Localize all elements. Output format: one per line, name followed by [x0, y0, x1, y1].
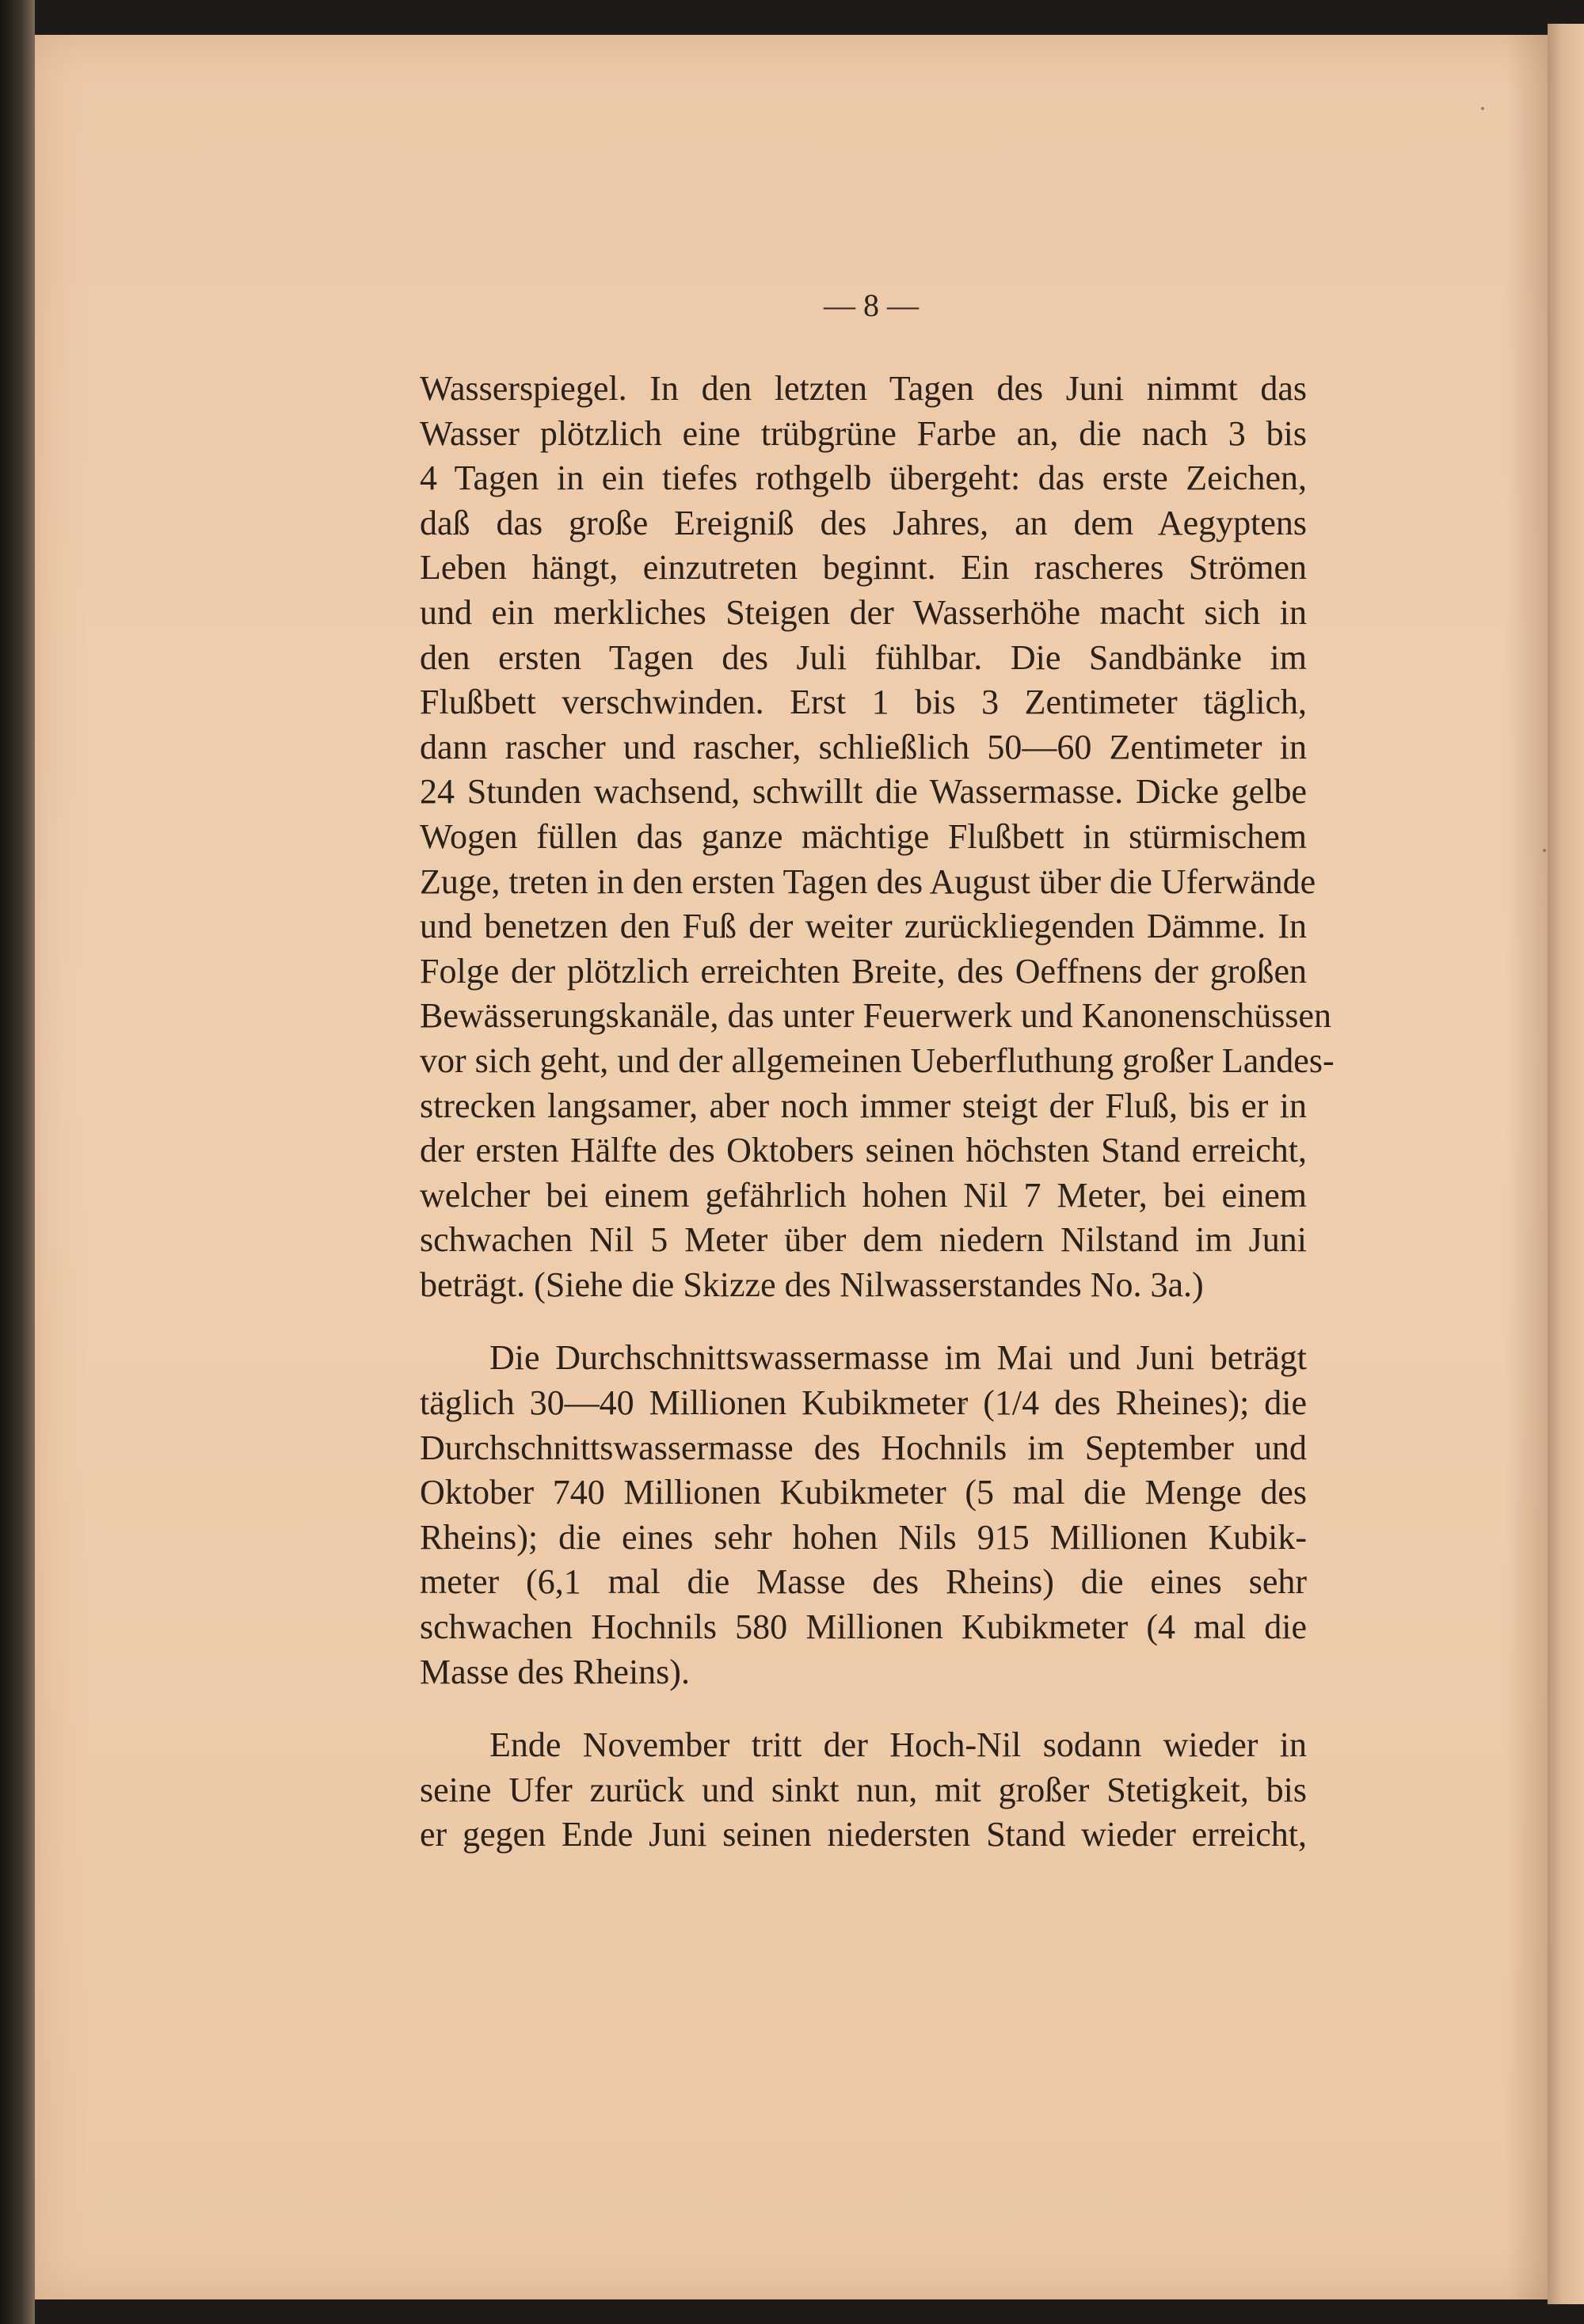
- next-page-edge: [1548, 24, 1584, 2304]
- text-line: der ersten Hälfte des Oktobers seinen höchsten Stand erreicht,: [420, 1131, 1307, 1170]
- text-line: schwachen Nil 5 Meter über dem niedern Nilstand im Juni: [420, 1220, 1307, 1260]
- text-line: Masse des Rheins).: [420, 1652, 690, 1691]
- paragraph-flood-recession: [420, 1723, 1307, 1858]
- text-line: täglich 30—40 Millionen Kubikmeter (1/4 des Rheines); die: [420, 1383, 1307, 1423]
- paragraph-water-volume: [420, 1336, 1307, 1695]
- text-line: Wasser plötzlich eine trübgrüne Farbe an, die nach 3 bis: [420, 413, 1307, 453]
- text-line: schwachen Hochnils 580 Millionen Kubikmeter (4 mal die: [420, 1607, 1307, 1647]
- text-line: und benetzen den Fuß der weiter zurückliegenden Dämme. In: [420, 907, 1307, 946]
- text-line: Wasserspiegel. In den letzten Tagen des Juni nimmt das: [420, 369, 1307, 408]
- page-fold-shadow: [1505, 35, 1548, 2299]
- text-line: Oktober 740 Millionen Kubikmeter (5 mal die Menge des: [420, 1473, 1307, 1512]
- text-line: Ende November tritt der Hoch-Nil sodann wieder in: [489, 1725, 1307, 1765]
- text-line: vor sich geht, und der allgemeinen Ueberfluthung großer Landes-: [420, 1040, 1335, 1080]
- text-line: dann rascher und rascher, schließlich 50—60 Zentimeter in: [420, 727, 1307, 766]
- text-line: Zuge, treten in den ersten Tagen des August über die Uferwände: [420, 862, 1316, 901]
- text-line: Folge der plötzlich erreichten Breite, des Oeffnens der großen: [420, 951, 1307, 991]
- text-line: Die Durchschnittswassermasse im Mai und Juni beträgt: [489, 1338, 1307, 1378]
- text-line: Wogen füllen das ganze mächtige Flußbett in stürmischem: [420, 816, 1307, 856]
- text-line: Durchschnittswassermasse des Hochnils im September und: [420, 1428, 1307, 1467]
- text-line: meter (6,1 mal die Masse des Rheins) die eines sehr: [420, 1562, 1307, 1602]
- paper-speck: [1481, 107, 1484, 110]
- text-line: Leben hängt, einzutreten beginnt. Ein rascheres Strömen: [420, 548, 1307, 588]
- text-line: Flußbett verschwinden. Erst 1 bis 3 Zentimeter täglich,: [420, 683, 1307, 722]
- body-text: [420, 367, 1335, 1858]
- paragraph-nile-flood-rise: [420, 367, 1335, 1307]
- text-line: welcher bei einem gefährlich hohen Nil 7 Meter, bei einem: [420, 1175, 1307, 1215]
- text-line: den ersten Tagen des Juli fühlbar. Die Sandbänke im: [420, 637, 1307, 677]
- text-line: beträgt. (Siehe die Skizze des Nilwasserstandes No. 3a.): [420, 1265, 1204, 1304]
- text-line: und ein merkliches Steigen der Wasserhöhe macht sich in: [420, 592, 1307, 632]
- book-spine-edge: [0, 0, 35, 2324]
- text-line: 24 Stunden wachsend, schwillt die Wassermasse. Dicke gelbe: [420, 772, 1307, 812]
- page-number: — 8 —: [824, 287, 919, 323]
- text-line: er gegen Ende Juni seinen niedersten Stand wieder erreicht,: [420, 1815, 1307, 1854]
- text-line: seine Ufer zurück und sinkt nun, mit großer Stetigkeit, bis: [420, 1770, 1307, 1809]
- text-line: daß das große Ereigniß des Jahres, an dem Aegyptens: [420, 503, 1307, 542]
- text-line: Rheins); die eines sehr hohen Nils 915 Millionen Kubik-: [420, 1517, 1307, 1557]
- text-line: strecken langsamer, aber noch immer steigt der Fluß, bis er in: [420, 1086, 1307, 1125]
- text-line: Bewässerungskanäle, das unter Feuerwerk und Kanonenschüssen: [420, 996, 1332, 1036]
- paper-speck: [1543, 849, 1546, 852]
- text-line: 4 Tagen in ein tiefes rothgelb übergeht: das erste Zeichen,: [420, 458, 1307, 498]
